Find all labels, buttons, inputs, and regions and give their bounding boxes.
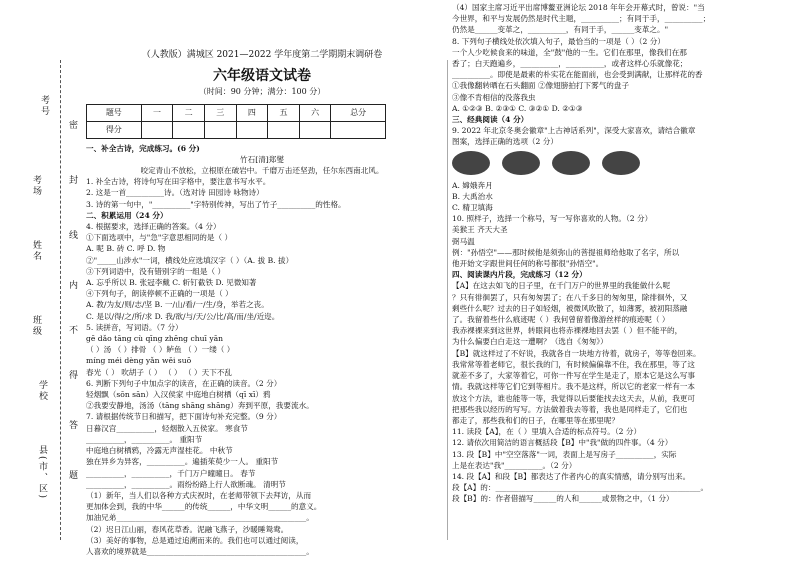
- badge-image-3: [552, 151, 590, 175]
- right-line: 9. 2022 年北京冬奥会徽章"上古神话系列"，深受大家喜欢，请结合徽章: [452, 126, 696, 136]
- exam-subtitle: （时间：90 分钟；满分：100 分）: [198, 87, 326, 97]
- score-cell: 四: [236, 104, 268, 121]
- left-line: （1）新年，当人们以各种方式庆祝时，在老师带领下去拜访，从而: [86, 490, 312, 500]
- right-line: 美猴王 齐天大圣: [452, 225, 508, 235]
- right-line: 例："孙悟空"——那时候他是须弥山的菩提祖师给他取了名字，所以: [452, 247, 680, 257]
- left-line: 2. 这是一首__________诗。（选对诗 田园诗 咏物诗）: [86, 188, 264, 198]
- left-line: míng méi dèng yǎn wěi suō: [86, 356, 192, 366]
- margin-label-exam-no: 考号: [39, 95, 49, 117]
- margin-label-school: 学校: [37, 380, 47, 402]
- left-line: 轻烟飘（sōn sān）入汉侯家 中庭地白树栖（qī xī）鸦: [86, 390, 271, 400]
- seal-word: 线: [67, 230, 77, 241]
- right-line: A. ①②③ B. ②③① C. ③②① D. ②①③: [452, 103, 583, 113]
- score-cell: 三: [204, 104, 236, 121]
- right-line: 段【B】的：作者借描写______的人和______或景物之中，（1 分）: [452, 494, 674, 504]
- score-blank[interactable]: [331, 121, 386, 138]
- right-line: ①我像翻转晒在石头翻面 ②像翅膀拍打下雾气的盘子: [452, 81, 630, 91]
- right-line: 11. 读段【A】，在（ ）里填入合适的标点符号。（2 分）: [452, 427, 642, 437]
- left-question-lines: [86, 143, 438, 558]
- seal-word: 不: [67, 325, 77, 336]
- exam-header: （人教版）满城区 2021—2022 学年度第二学期期末调研卷: [141, 50, 383, 60]
- left-line: 二、积累运用（24 分）: [86, 210, 168, 220]
- column-divider: [447, 60, 448, 540]
- right-line: 一个人少吃候食来的味道，全"鼓"他的一生。它们在那里，像我们在那: [452, 47, 687, 57]
- right-line: 图案，选择正确的选项（2 分）: [452, 137, 558, 147]
- right-line: 放这个方法，谁也能等一等，我觉得以后要能找去这天去，从前，我更可: [452, 393, 695, 403]
- right-line: 段【A】的：______________________________________________________。: [452, 483, 709, 493]
- left-line: 春光（ ） 吹胡子（ ） （ ） （ ）天下不乱: [86, 367, 232, 377]
- seal-word: 内: [67, 280, 77, 291]
- right-line: 都走了，那些我和们的日子，在哪里等在那里呢？: [452, 415, 620, 425]
- left-line: 3. 诗的第一句中，"__________"字特别传神，写出了竹子__________的性格。: [86, 199, 346, 209]
- right-line: 13. 段【B】中"空空落落"一词，表面上是写房子__________，实际: [452, 449, 677, 459]
- left-line: 竹石[清]郑燮: [240, 154, 284, 164]
- right-line: C. 精卫填海: [452, 203, 493, 213]
- seal-word: 题: [67, 470, 77, 481]
- right-line: 他开始文字跟世间任何的称号都很"孙悟空"。: [452, 259, 604, 269]
- badge-image-4: [602, 151, 640, 175]
- score-cell: 六: [299, 104, 331, 121]
- left-line: 咬定青山不放松，立根原在破岩中。千磨万击还坚劲，任尔东西南北风。: [140, 166, 384, 176]
- binding-margin: [0, 0, 80, 561]
- right-line: 香了；白天跑遍乡，__________，__________，或者这样心乐就像花；: [452, 59, 688, 69]
- right-line: 【B】就这样过了不好说，我就各自一块地方待着，就房子，等等卷回来。: [452, 348, 701, 358]
- score-blank[interactable]: [141, 121, 173, 138]
- seal-word: 密: [67, 120, 77, 131]
- score-blank[interactable]: [204, 121, 236, 138]
- left-column: [86, 0, 438, 561]
- right-line: ？只有徘徊罢了，只有匆匆罢了；在八千多日的匆匆里，除徘徊外，又: [452, 292, 688, 302]
- left-line: 一、补全古诗，完成练习。(6 分): [86, 143, 200, 153]
- right-line: 14. 段【A】和段【B】都表达了作者内心的真实情感，请分别写出来。: [452, 471, 691, 481]
- left-line: C. 是以/得/之/所/求 D. 我/欲/与/天/公/比/高/而/坐/近迩。: [86, 311, 280, 321]
- score-table: [86, 104, 386, 139]
- left-line: ③下列词语中，没有错别字的一组是（ ）: [86, 266, 226, 276]
- margin-label-class: 班级: [31, 315, 41, 337]
- seal-word: 答: [67, 420, 77, 431]
- left-line: A. 忘乎所以 B. 张冠李戴 C. 斩钉截铁 D. 见微知著: [86, 278, 257, 288]
- right-line: __________。即使是最素的朴实花在能面前，也会受到满献，让那样花的香: [452, 70, 703, 80]
- seal-word: 得: [67, 370, 77, 381]
- right-column: [452, 2, 786, 563]
- right-line: 了。我留着些什么痕迹呢（ ）我何曾留着像游丝样的痕迹呢（ ）: [452, 315, 670, 325]
- right-line: 为什么偏要白白走这一遭啊？（选自《匆匆》）: [452, 337, 608, 347]
- left-line: 5. 读拼音，写词语。（7 分）: [86, 322, 183, 332]
- left-line: 中庭地白树栖鸦，冷露无声湿桂花。 中秋节: [86, 446, 233, 456]
- exam-title: 六年级语文试卷: [213, 68, 311, 85]
- left-line: （2）迟日江山丽，春风花草香。泥融飞燕子，沙暖睡鸳鸯。: [86, 524, 289, 534]
- right-line: 就差不多了，大家等着它，可你一件写在学生是走了，原本它是这么写事: [452, 371, 695, 381]
- score-cell: 题号: [87, 104, 142, 121]
- right-line: （4）国家主席习近平出席博鳌亚洲论坛 2018 年年会开幕式时，曾说："当: [452, 3, 705, 12]
- right-line: 我常常等着老师它，很长我的门，有时候偏偏靠不住，我在那里，等了这: [452, 359, 695, 369]
- right-line: 情。我就这样等它们它到等相片。我不是这样，所以它的老家一样有一本: [452, 382, 695, 392]
- left-line: A. 教/为友/则/志/坚 B. 一/山/看/一/生/身，举若之丧。: [86, 300, 269, 310]
- right-line: ③像不肯相信的没落我虫: [452, 92, 536, 102]
- right-line: 今世界，和平与发展仍然是时代主题，__________；有同于手，__________；: [452, 14, 711, 24]
- right-question-lines: [452, 2, 786, 505]
- score-table-header-row: [87, 104, 386, 121]
- left-line: （3）美好的事物，总是通过追溯而来的。我们也可以通过阅读，: [86, 535, 304, 545]
- right-line: 【A】在这去如飞的日子里，在千门万户的世界里的我能做什么呢: [452, 281, 671, 291]
- score-table-score-row: [87, 121, 386, 138]
- right-line: 四、阅读课内片段，完成练习（12 分）: [452, 270, 587, 280]
- score-cell: 总分: [331, 104, 386, 121]
- right-line: 把那些我以经历的写写。方法做着我去等着，我也是同样走了，它们也: [452, 404, 688, 414]
- left-line: 加油兄弟__________________________________________________。: [86, 513, 314, 523]
- right-line: 我赤裸裸来到这世界，转眼间也将赤裸裸地回去罢（ ）但不能平的，: [452, 326, 683, 336]
- score-blank[interactable]: [268, 121, 300, 138]
- right-line: 弼马温: [452, 236, 475, 246]
- score-blank[interactable]: [236, 121, 268, 138]
- left-line: 4. 根据要求，选择正确的答案。（4 分）: [86, 222, 221, 232]
- left-line: 日暮汉宫__________，轻烟散入五侯家。 寒食节: [86, 423, 248, 433]
- left-line: ②我要安静地，汤汤（tāng shāng shāng）奔到平原，我要流水。: [86, 401, 314, 411]
- left-line: 独在异乡为异客，__________。遍插茱萸少一人。 重阳节: [86, 457, 279, 467]
- left-line: gē dǎo tāng cù qīng zhēng chuī yān: [86, 334, 224, 344]
- left-line: __________，__________。 重阳节: [86, 434, 203, 444]
- left-line: 更加体会到，我的中华______的传统______，中华文明______的意义。: [86, 502, 322, 512]
- left-line: 人喜欢的境界就是__________________________________________。: [86, 546, 314, 556]
- badge-image-2: [502, 151, 540, 175]
- left-line: __________，__________。雨纷纷路上行人欲断魂。 清明节: [86, 479, 286, 489]
- left-line: __________，__________，千门万户曈曈日。 春节: [86, 468, 256, 478]
- left-line: （ ）汤 （ ）排骨 （ ）鲈鱼 （ ）一缕（ ）: [86, 345, 235, 355]
- left-line: ②"_____山涉水"一词，横线处应选填汉字（ ）（A. 拔 B. 拔）: [86, 255, 294, 265]
- right-line: 12. 请依次用简洁的语言概括段【B】中"我"做的四件事。（4 分）: [452, 438, 673, 448]
- left-line: 6. 判断下列句子中加点字的读音，在正确的读音。（2 分）: [86, 378, 282, 388]
- right-line: 上是在表达"我"__________。（2 分）: [452, 460, 577, 470]
- right-line: 仍然是______变革之，__________，有同于手，______变革之。": [452, 25, 669, 35]
- score-blank[interactable]: [173, 121, 205, 138]
- right-line: B. 大禹治水: [452, 191, 493, 201]
- seal-word: 封: [67, 175, 77, 186]
- score-cell: 一: [141, 104, 173, 121]
- left-line: A. 呢 B. 砖 C. 呼 D. 物: [86, 244, 166, 254]
- score-blank[interactable]: [299, 121, 331, 138]
- left-line: ④下列句子，朗读停顿不正确的一项是（ ）: [86, 289, 233, 299]
- right-line: A. 嫦娥奔月: [452, 180, 493, 190]
- score-cell: 得分: [87, 121, 142, 138]
- left-line: 7. 请根据传统节日和描写，把下面诗句补充完整。（9 分）: [86, 412, 282, 422]
- score-cell: 五: [268, 104, 300, 121]
- margin-label-room: 考场: [31, 175, 41, 197]
- left-line: ①下面选项中，与"急"字意思相同的是（ ）: [86, 233, 233, 243]
- right-line: 剩些什么呢？过去的日子如轻烟，被微风吹散了，如薄雾，被初阳蒸融: [452, 303, 688, 313]
- left-line: 1. 补全古诗，将诗句写在田字格中，要注意书写水平。: [86, 177, 271, 187]
- score-cell: 二: [173, 104, 205, 121]
- margin-label-county: 县(市、区): [37, 445, 47, 501]
- badge-image-1: [452, 151, 490, 175]
- right-line: 三、经典阅读（4 分）: [452, 115, 529, 125]
- right-line: 8. 下列句子横线处依次填入句子，最恰当的一项是（ ）（2 分）: [452, 36, 665, 46]
- seal-line: [60, 60, 61, 540]
- badge-images: [452, 151, 786, 177]
- right-line: 10. 照样子，选择一个称号，写一写你喜欢的人物。（2 分）: [452, 214, 653, 224]
- margin-label-name: 姓名: [31, 240, 41, 262]
